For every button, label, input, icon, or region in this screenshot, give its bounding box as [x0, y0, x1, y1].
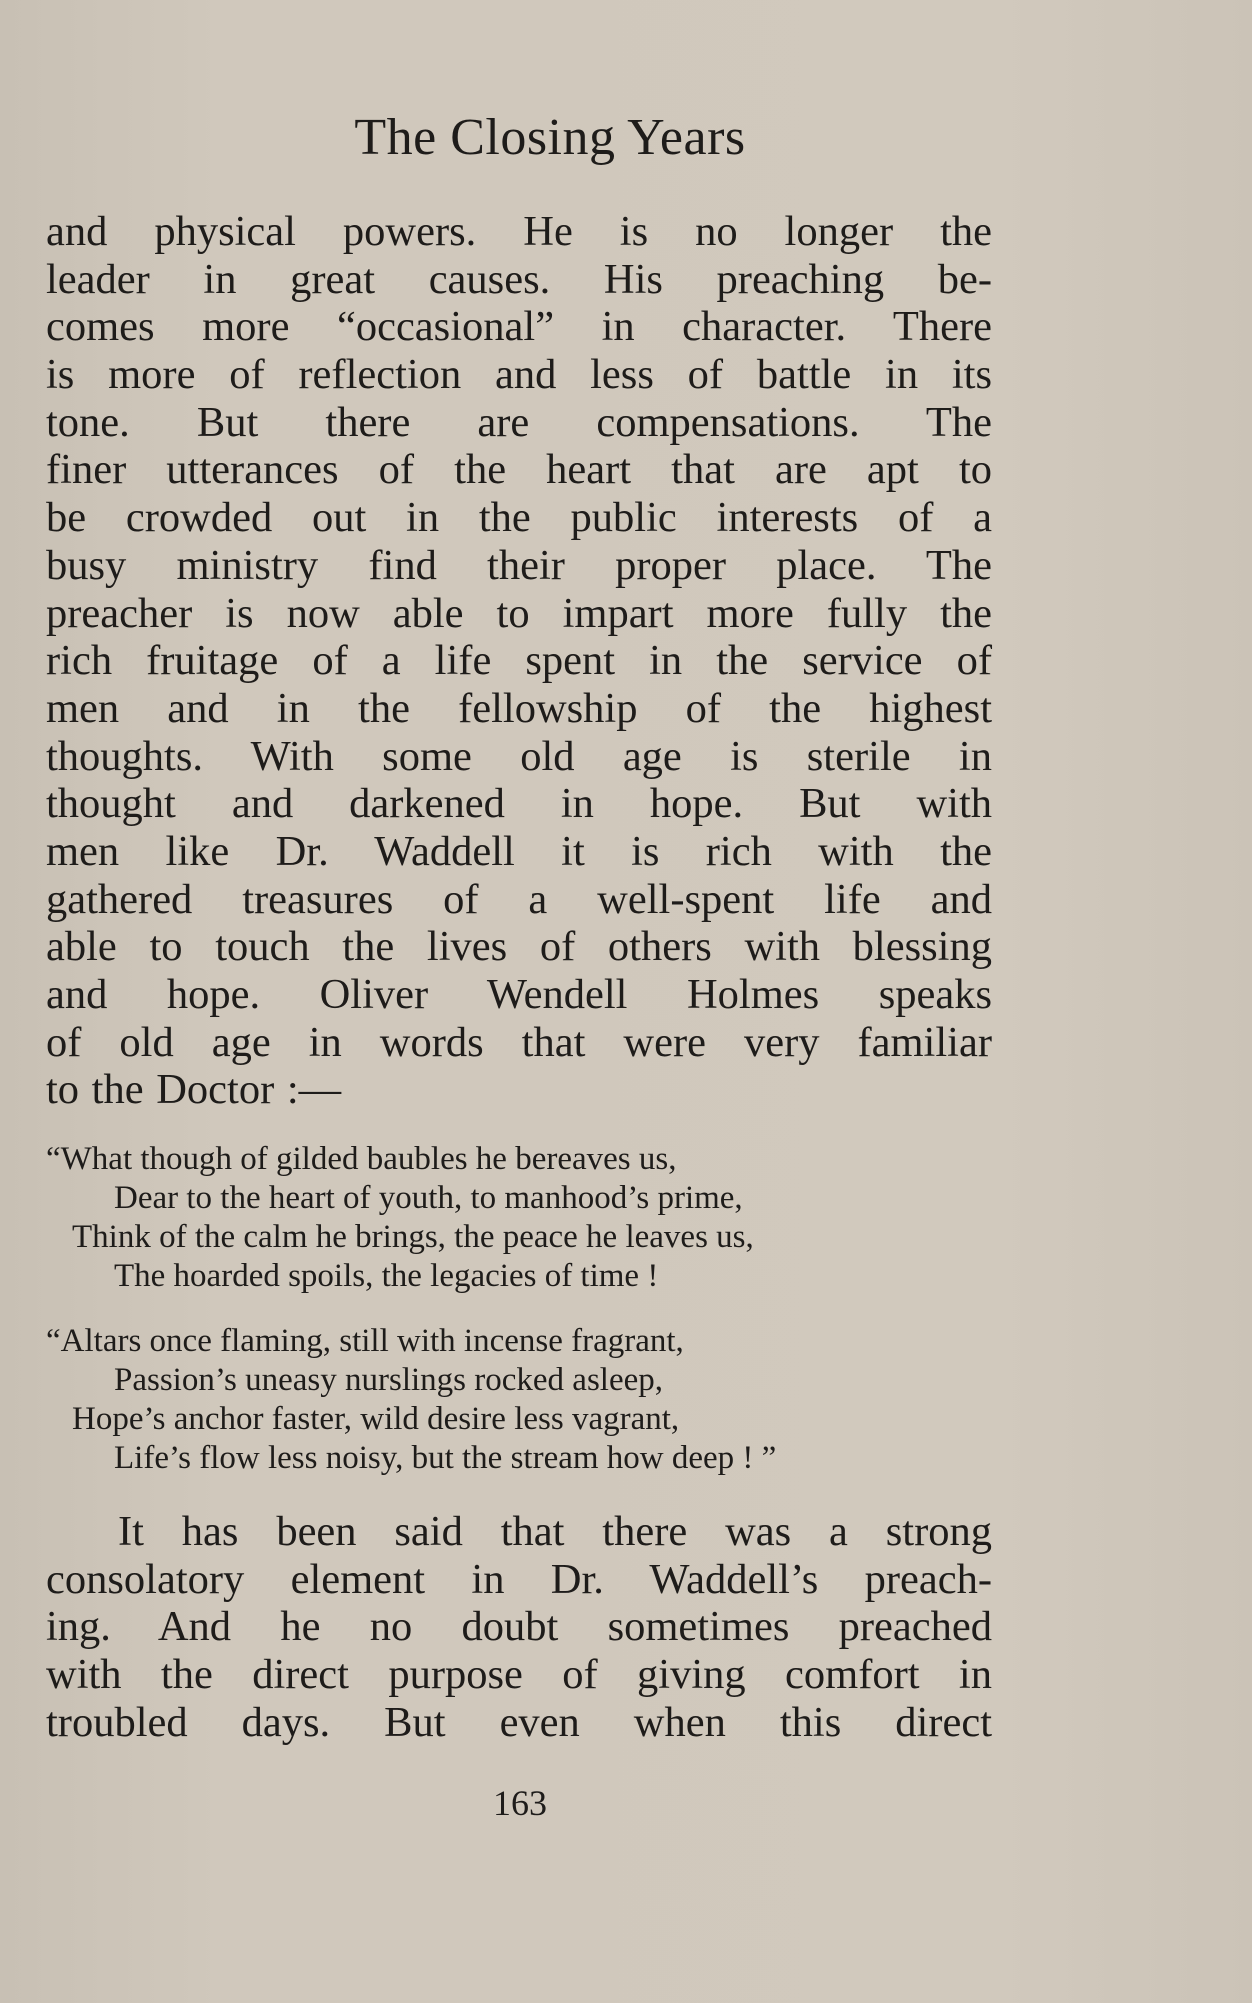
- page-number: 163: [493, 1783, 547, 1823]
- text-line: leader in great causes. His preaching be-: [46, 255, 992, 303]
- text-line: thought and darkened in hope. But with: [46, 780, 992, 828]
- verse-stanza-1: [46, 1140, 992, 1296]
- text-line: finer utterances of the heart that are apt to: [46, 446, 992, 494]
- text-line: and physical powers. He is no longer the: [46, 208, 992, 255]
- text-line: be crowded out in the public interests of a: [46, 494, 992, 542]
- text-line: busy ministry find their proper place. The: [46, 541, 992, 589]
- text-line: gathered treasures of a well-spent life and: [46, 875, 992, 923]
- verse-line: Life’s flow less noisy, but the stream how deep ! ”: [114, 1440, 777, 1476]
- verse-line: Dear to the heart of youth, to manhood’s prime,: [114, 1180, 743, 1216]
- text-line: with the direct purpose of giving comfort in: [46, 1651, 992, 1699]
- text-line: preacher is now able to impart more fully the: [46, 589, 992, 637]
- verse-line: The hoarded spoils, the legacies of time !: [114, 1258, 659, 1294]
- text-line: consolatory element in Dr. Waddell’s preach-: [46, 1555, 992, 1603]
- text-line: is more of reflection and less of battle in its: [46, 351, 992, 399]
- verse-line: Hope’s anchor faster, wild desire less vagrant,: [72, 1401, 680, 1437]
- running-head: The Closing Years: [354, 109, 746, 166]
- text-line: to the Doctor :—: [46, 1066, 342, 1114]
- text-line: troubled days. But even when this direct: [46, 1698, 992, 1746]
- verse-line: Think of the calm he brings, the peace he leaves us,: [72, 1219, 754, 1255]
- verse-line: “Altars once flaming, still with incense fragrant,: [46, 1323, 684, 1359]
- paragraph-2: [46, 1508, 992, 1746]
- verse-line: Passion’s uneasy nurslings rocked asleep,: [114, 1362, 663, 1398]
- text-line: and hope. Oliver Wendell Holmes speaks: [46, 971, 992, 1018]
- text-line: of old age in words that were very familiar: [46, 1018, 992, 1066]
- text-line: comes more “occasional” in character. There: [46, 303, 992, 351]
- text-line: ing. And he no doubt sometimes preached: [46, 1603, 992, 1651]
- text-line: men like Dr. Waddell it is rich with the: [46, 827, 992, 875]
- text-line: thoughts. With some old age is sterile in: [46, 732, 992, 780]
- paragraph-1: [46, 208, 992, 1114]
- verse-line: “What though of gilded baubles he bereaves us,: [46, 1141, 677, 1177]
- text-line: able to touch the lives of others with blessing: [46, 923, 992, 971]
- verse-stanza-2: [46, 1322, 992, 1478]
- text-line: rich fruitage of a life spent in the service of: [46, 637, 992, 685]
- text-line: men and in the fellowship of the highest: [46, 684, 992, 732]
- text-line: It has been said that there was a strong: [118, 1508, 992, 1555]
- text-line: tone. But there are compensations. The: [46, 398, 992, 446]
